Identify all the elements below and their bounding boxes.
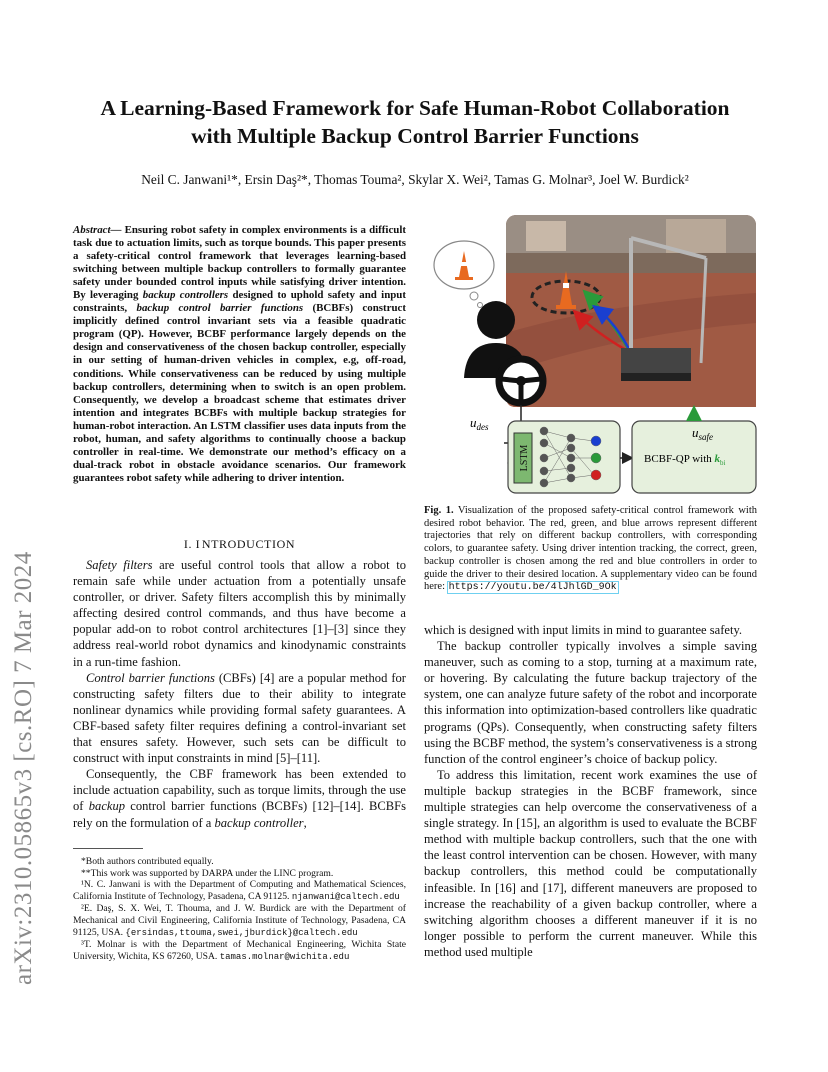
- bcbf-qp-label: BCBF-QP with $k_{bi}$: [644, 453, 726, 467]
- footnote: [73, 903, 406, 939]
- footnotes: [73, 856, 406, 963]
- body-paragraph: The backup controller typically involves a simple saving maneuver, such as coming to a stop, turning at a maximum rate, or hovering. By calculating the future backup trajectory of the system, one can analyze future safety of the robot and incorporate this information into optimization-based controllers like quadratic programs (QPs). Consequently, when constructing safety filters using the BCBF method, the system’s conservativeness is a strong function of the control engineer’s choice of backup policy.: [424, 639, 757, 766]
- footnote-text: ²E. Daş, S. X. Wei, T. Thouma, and J. W. Burdick are with the Department of Mechanical and Civil Engineering, California Institute of Technology, Pasadena, CA 91125, USA.: [73, 903, 406, 938]
- footnote: **This work was supported by DARPA under the LINC program.: [81, 867, 334, 879]
- intro-column: [73, 557, 406, 831]
- intro-text: (CBFs) [4] are a popular method for constructing safety filters due to their ability to integrate nonlinear dynamics while providing formal safety guarantees. A CBF-based safety filter requires defining a control-invariant set that ensures safety. However, such sets can be difficult to construct with input constraints in mind [5]–[11].: [73, 670, 406, 766]
- lstm-label: LSTM: [519, 444, 530, 472]
- figure-1: [426, 213, 758, 497]
- caption-label: Fig. 1.: [424, 505, 454, 516]
- intro-paragraph: [73, 670, 406, 767]
- abstract-em-2: backup control barrier functions: [136, 302, 304, 315]
- abstract: [73, 224, 406, 485]
- u-des-label: $u_{des}$: [470, 415, 489, 432]
- footnote-email: tamas.molnar@wichita.edu: [219, 951, 350, 962]
- footnote-text: ³T. Molnar is with the Department of Mechanical Engineering, Wichita State University, Wichita, KS 67260, USA.: [73, 939, 406, 962]
- title-line-1: A Learning-Based Framework for Safe Human-Robot Collaboration: [100, 96, 730, 120]
- u-safe-label: $u_{safe}$: [692, 425, 713, 442]
- abstract-text-2: designed to uphold safety and input constraints,: [73, 289, 406, 315]
- abstract-text-1: — Ensuring robot safety in complex environments is a difficult task due to actuation limits, such as torque bounds. This paper presents a safety-critical control framework that leverages learning-based switching between multiple backup controllers to formally guarantee safety under bounded control inputs while satisfying driver intention. By leveraging: [73, 224, 406, 302]
- thought-bubble: [434, 241, 494, 308]
- abstract-label: Abstract: [73, 224, 111, 236]
- intro-em: Safety filters: [86, 558, 153, 572]
- intro-paragraph: [73, 557, 406, 670]
- intro-text: are useful control tools that allow a robot to remain safe while under actuation from a potentially unsafe controller, or driver. Safety filters accomplish this by minimally affecting desired control commands, and thus have become a popular add-on to robot control architectures [1]–[3] since they address real-world robot dynamics and kinodynamic constraints in a run-time fashion.: [73, 558, 406, 669]
- caption-text: Visualization of the proposed safety-critical control framework with desired robot behavior. The red, green, and blue arrows represent different trajectories that rely on different backup controllers, with corresponding colors, to guarantee safety. Using driver intention tracking, the correct, green, backup controller is chosen among the red and blue controllers in order to guide the driver to their desired location. A supplementary video can be found here:: [424, 505, 757, 593]
- intro-text: control barrier functions (BCBFs) [12]–[14]. BCBFs rely on the formulation of a: [73, 799, 406, 830]
- footnote: [73, 939, 406, 963]
- body-paragraph: which is designed with input limits in mind to guarantee safety.: [424, 623, 743, 637]
- intro-text: Consequently, the CBF framework has been extended to include actuation capability, such as torque limits, through the use of: [73, 767, 406, 814]
- intro-text: ,: [303, 815, 307, 830]
- footnote: [73, 879, 406, 903]
- footnote-email: {ersindas,ttouma,swei,jburdick}@caltech.edu: [125, 927, 358, 938]
- figure-caption: [424, 505, 757, 595]
- intro-em: backup controller: [214, 815, 304, 830]
- footnote: *Both authors contributed equally.: [81, 856, 214, 867]
- section-heading: I. I NTRODUCTION: [183, 537, 296, 551]
- abstract-em-1: backup controllers: [142, 289, 229, 302]
- right-column: [424, 622, 757, 960]
- body-paragraph: To address this limitation, recent work examines the use of multiple backup strategies in the BCBF framework, since multiple strategies can help overcome the conservativeness of a single strategy. In [15], an algorithm is used to evaluate the BCBF method with multiple backup controllers, such that the one with the least control intervention can be chosen. However, with many backup controllers, this method could be computationally infeasible. In [16] and [17], different maneuvers are proposed to increase the reachability of a given backup controller, where a switching algorithm chooses a different maneuver if it is no longer possible to perform the current maneuver. While this method used multiple: [424, 767, 757, 959]
- abstract-text-3: (BCBFs) construct implicitly defined control invariant sets via a feasible quadratic program (QP). However, BCBF performance largely depends on the design and conservativeness of the chosen backup controller, especially in our setting of human-driven vehicles in complex, e.g, off-road, conditions. While conservativeness can be reduced by using multiple backup controllers, determining when to switch is an open problem. Consequently, we develop a broadcast scheme that estimates driver intention and integrates BCBFs with multiple backup strategies for human-robot interaction. An LSTM classifier uses data inputs from the robot, human, and safety algorithms to continually choose a backup controller in real-time. We demonstrate our method’s efficacy on a dual-track robot in obstacle avoidance scenarios. Our framework guarantees robot safety while adhering to driver intention.: [73, 302, 406, 484]
- paper-title: [70, 94, 760, 150]
- footnote-text: ¹N. C. Janwani is with the Department of Computing and Mathematical Sciences, California Institute of Technology, Pasadena, CA 91125.: [73, 879, 406, 902]
- footnote-email: njanwani@caltech.edu: [291, 891, 400, 902]
- video-link[interactable]: https://youtu.be/4lJhlGD_9Ok: [448, 582, 617, 594]
- footnote-rule: [73, 848, 143, 849]
- title-line-2: with Multiple Backup Control Barrier Functions: [191, 124, 639, 148]
- authors: Neil C. Janwani¹*, Ersin Daş²*, Thomas Touma², Skylar X. Wei², Tamas G. Molnar³, Joel W. Burdick²: [141, 172, 689, 187]
- arxiv-identifier: arXiv:2310.05865v3 [cs.RO] 7 Mar 2024: [10, 551, 37, 985]
- intro-em: Control barrier functions: [86, 670, 215, 685]
- intro-paragraph: [73, 766, 406, 830]
- intro-em: backup: [88, 799, 125, 814]
